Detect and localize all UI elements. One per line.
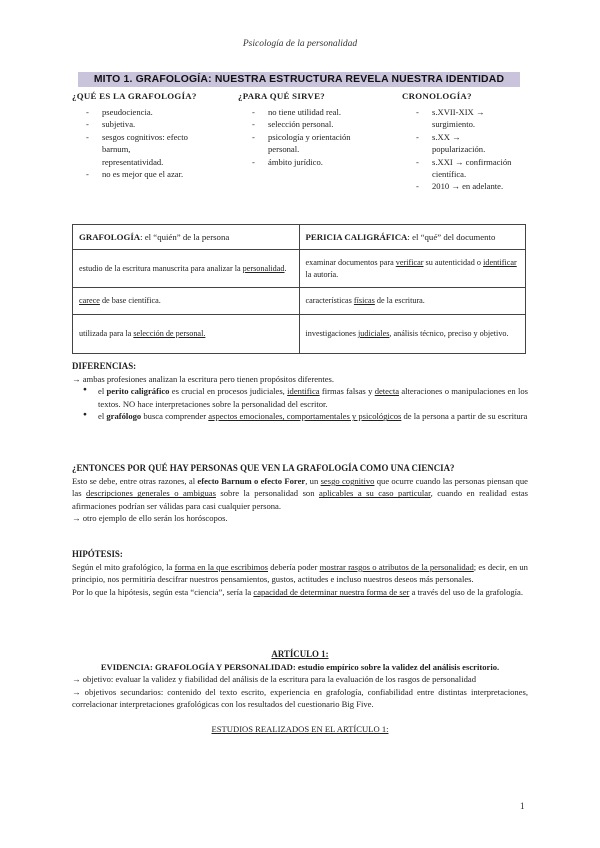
column-para-que <box>238 90 398 168</box>
table-header-cell: PERICIA CALIGRÁFICA: el “qué” del documento <box>299 225 526 250</box>
section-heading: ARTÍCULO 1: <box>271 649 329 659</box>
articulo-section <box>72 648 528 735</box>
list-item: - pseudociencia. <box>86 106 232 118</box>
section-heading: ¿ENTONCES POR QUÉ HAY PERSONAS QUE VEN LA GRAFOLOGÍA COMO UNA CIENCIA? <box>72 463 455 473</box>
list-item: - 2010 → en adelante. <box>416 180 528 192</box>
column-heading: ¿PARA QUÉ SIRVE? <box>238 91 325 101</box>
column-list <box>72 106 232 181</box>
list-item: - sesgos cognitivos: efecto barnum, representatividad. <box>86 131 192 168</box>
list-item: - s.XVII-XIX → surgimiento. <box>416 106 508 131</box>
table-row <box>73 315 526 354</box>
paragraph: Por lo que la hipótesis, según esta “ciencia”, sería la capacidad de determinar nuestra forma de ser a través del uso de la grafología. <box>72 586 524 597</box>
column-list <box>402 106 528 193</box>
paragraph: → objetivo: evaluar la validez y fiabilidad del análisis de la escritura para la evaluación de los rasgos de personalidad <box>72 674 476 685</box>
column-heading: ¿QUÉ ES LA GRAFOLOGÍA? <box>72 91 197 101</box>
paragraph: → objetivos secundarios: contenido del texto escrito, experiencia en grafología, confiabilidad entre distintas interpretaciones, correlacionar interpretaciones grafológicas con los resultados del cuestionario Big Five. <box>72 686 528 710</box>
table-cell: examinar documentos para verificar su autenticidad o identificar la autoría. <box>299 250 526 288</box>
list-item: - selección personal. <box>252 118 398 130</box>
table-cell: utilizada para la selección de personal. <box>73 315 300 354</box>
list-item: - ámbito jurídico. <box>252 156 398 168</box>
section-heading: HIPÓTESIS: <box>72 549 123 559</box>
page-number: 1 <box>520 801 525 811</box>
list-item: - subjetiva. <box>86 118 232 130</box>
table-row <box>73 288 526 315</box>
column-list <box>238 106 398 168</box>
hipotesis-section <box>72 548 528 598</box>
table-cell: carece de base científica. <box>73 288 300 315</box>
subsection-heading: ESTUDIOS REALIZADOS EN EL ARTÍCULO 1: <box>211 723 389 734</box>
column-que-es <box>72 90 232 180</box>
section-title: MITO 1. GRAFOLOGÍA: NUESTRA ESTRUCTURA REVELA NUESTRA IDENTIDAD <box>78 72 520 87</box>
paragraph: → ambas profesiones analizan la escritura pero tienen propósitos diferentes. <box>72 373 335 384</box>
diferencias-section <box>72 360 528 423</box>
table-cell: investigaciones judiciales, análisis técnico, preciso y objetivo. <box>299 315 526 354</box>
bullet-item: ● el grafólogo busca comprender aspectos emocionales, comportamentales y psicológicos de la persona a partir de su escritura <box>72 410 528 422</box>
paragraph: Según el mito grafológico, la forma en la que escribimos debería poder mostrar rasgos o atributos de la personalidad; es decir, en un principio, nos permitiría descifrar nuestros pensamientos, gustos, actitudes e incluso nuestros deseos más personales. <box>72 561 528 585</box>
table-cell: estudio de la escritura manuscrita para analizar la personalidad. <box>73 250 300 288</box>
comparison-table <box>72 224 526 354</box>
evidence-title: EVIDENCIA: GRAFOLOGÍA Y PERSONALIDAD: estudio empírico sobre la validez del análisis escritorio. <box>100 661 500 672</box>
list-item: - s.XXI → confirmación científica. <box>416 156 522 181</box>
ciencia-section <box>72 462 528 525</box>
table-row <box>73 250 526 288</box>
paragraph: → otro ejemplo de ello serán los horóscopos. <box>72 513 228 524</box>
list-item: - psicología y orientación personal. <box>252 131 376 156</box>
list-item: - no es mejor que el azar. <box>86 168 232 180</box>
table-header-cell: GRAFOLOGÍA: el “quién” de la persona <box>73 225 300 250</box>
paragraph: Esto se debe, entre otras razones, al efecto Barnum o efecto Forer, un sesgo cognitivo que ocurre cuando las personas piensan que las descripciones generales o ambiguas sobre la personalidad son aplicables a su caso particular, cuando en realidad estas afirmaciones podrían ser válidas para casi cualquier persona. <box>72 475 528 511</box>
table-header-row <box>73 225 526 250</box>
page-header: Psicología de la personalidad <box>242 39 358 49</box>
bullet-item: ● el perito caligráfico es crucial en procesos judiciales, identifica firmas falsas y detecta alteraciones o manipulaciones en los textos. NO hace interpretaciones sobre la personalidad del escritor. <box>72 385 528 410</box>
section-heading: DIFERENCIAS: <box>72 361 137 371</box>
list-item: - no tiene utilidad real. <box>252 106 398 118</box>
column-heading: CRONOLOGÍA? <box>402 91 472 101</box>
table-cell: características físicas de la escritura. <box>299 288 526 315</box>
column-cronologia <box>402 90 528 193</box>
list-item: - s.XX → popularización. <box>416 131 508 156</box>
